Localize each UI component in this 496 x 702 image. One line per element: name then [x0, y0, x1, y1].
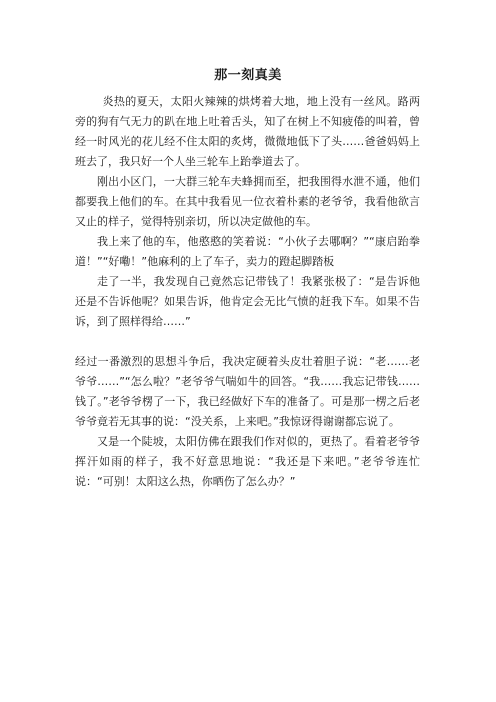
paragraph-1: 炎热的夏天，太阳火辣辣的烘烤着大地，地上没有一丝风。路两旁的狗有气无力的趴在地上吐着舌头，知了在树上不知疲倦的叫着，曾经一时风光的花儿经不住太阳的炙烤，微微地低下了头……爸爸妈妈上班去了，我只好一个人坐三轮车上跆拳道去了。	[75, 95, 420, 168]
paragraph-4: 走了一半，我发现自己竟然忘记带钱了！我紧张极了：“是告诉他还是不告诉他呢？如果告诉，他肯定会无比气愤的赶我下车。如果不告诉，到了照样得给……”	[75, 275, 420, 328]
paragraph-2: 刚出小区门，一大群三轮车夫蜂拥而至，把我围得水泄不通，他们都要我上他们的车。在其中我看见一位衣着朴素的老爷爷，我看他欲言又止的样子，觉得特别亲切，所以决定做他的车。	[75, 175, 420, 228]
document-title: 那一刻真美	[214, 68, 282, 83]
paragraph-6: 又是一个陡坡，太阳仿佛在跟我们作对似的，更热了。看着老爷爷挥汗如雨的样子，我不好意思地说：“我还是下来吧。”老爷爷连忙说：“可别！太阳这么热，你晒伤了怎么办？”	[75, 435, 420, 488]
paragraph-5: 经过一番激烈的思想斗争后，我决定硬着头皮壮着胆子说：“老……老爷爷……”“怎么啦？”老爷爷气喘如牛的回答。“我……我忘记带钱……钱了。”老爷爷楞了一下，我已经做好下车的准备了。可是那一楞之后老爷爷竟若无其事的说：“没关系，上来吧。”我惊讶得谢谢都忘说了。	[75, 355, 420, 428]
document-body	[75, 92, 420, 492]
paragraph-spacer	[75, 332, 420, 352]
paragraph-3: 我上来了他的车，他憨憨的笑着说：“小伙子去哪啊？”“康启跆拳道！”“好嘞！”他麻利的上了车子，卖力的蹬起脚踏板	[75, 235, 420, 268]
